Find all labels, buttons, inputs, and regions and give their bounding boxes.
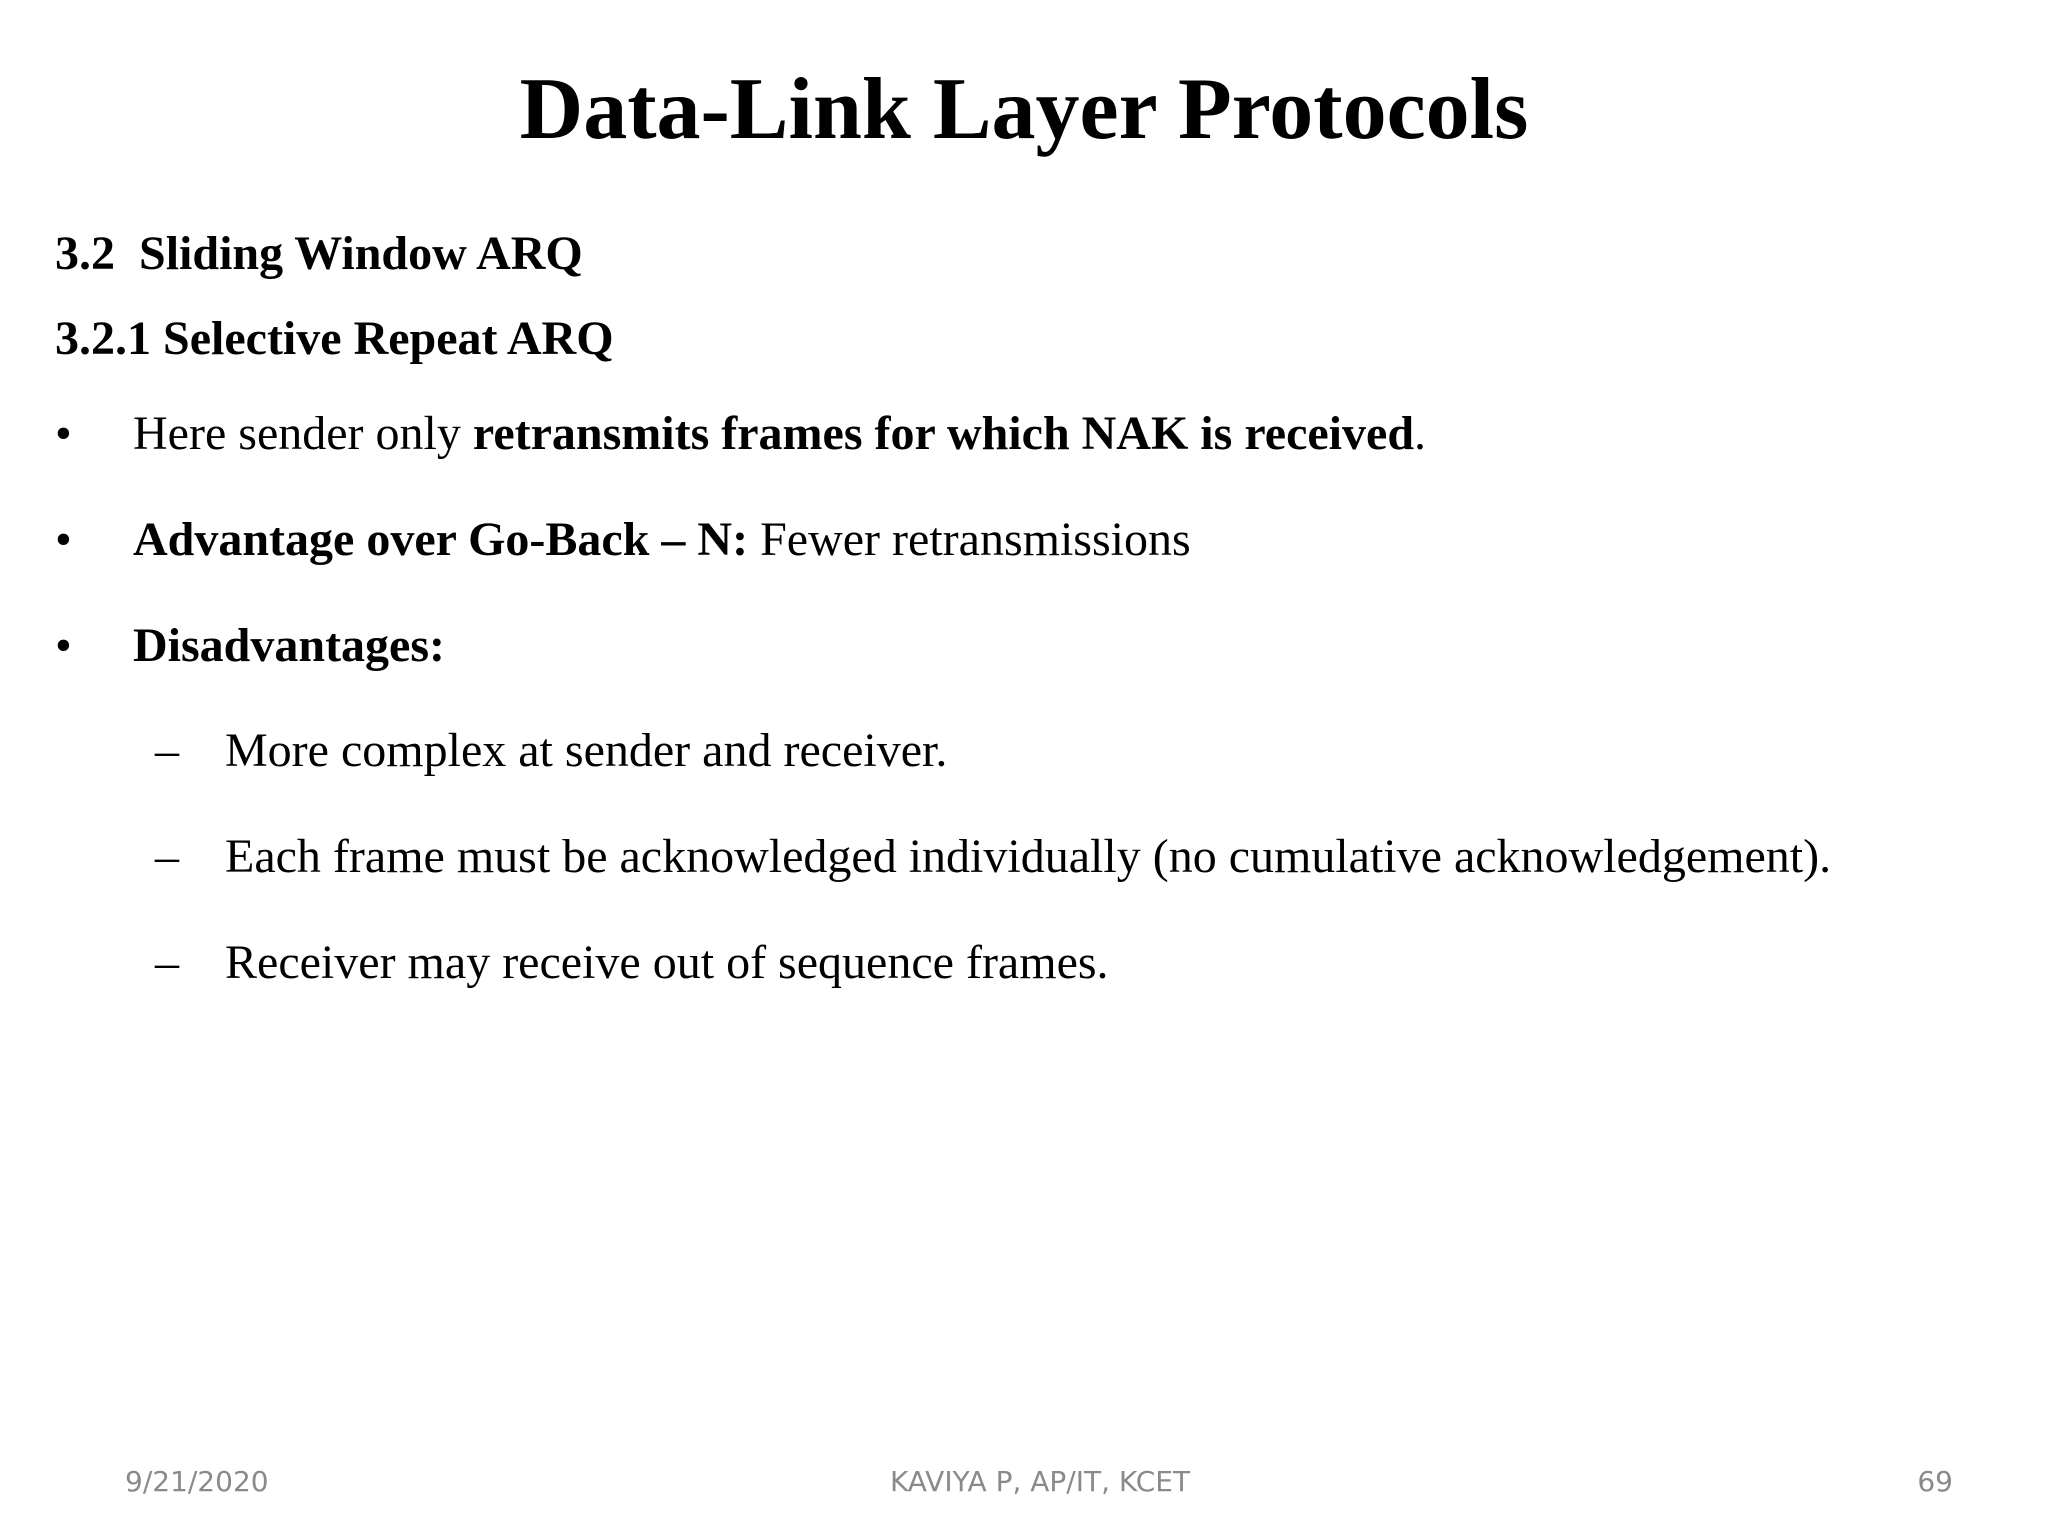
bullet-marker: •: [55, 513, 72, 566]
footer-page-number: 69: [1917, 1465, 1953, 1498]
sub-bullet-text: Each frame must be acknowledged individually (no cumulative acknowledgement).: [225, 830, 1832, 883]
sub-bullet-text: More complex at sender and receiver.: [225, 724, 948, 777]
bullet-marker: •: [55, 619, 72, 672]
footer-date: 9/21/2020: [125, 1465, 269, 1498]
section-heading: 3.2 Sliding Window ARQ: [55, 227, 583, 280]
bullet-text-bold: Disadvantages:: [133, 619, 446, 672]
footer-author: KAVIYA P, AP/IT, KCET: [889, 1465, 1191, 1498]
bullet-text: [133, 404, 1426, 464]
dash-marker: –: [155, 724, 179, 777]
bullet-text-bold: Advantage over Go-Back – N:: [133, 513, 749, 566]
bullet-text-post: Fewer retransmissions: [748, 513, 1191, 566]
slide-title: Data-Link Layer Protocols: [519, 61, 1529, 158]
bullet-text-post: .: [1414, 407, 1427, 460]
dash-marker: –: [155, 830, 179, 883]
bullet-text: [133, 616, 445, 676]
bullet-text-pre: Here sender only: [133, 407, 473, 460]
bullet-marker: •: [55, 407, 72, 460]
bullet-text: [133, 510, 1191, 570]
bullet-text-bold: retransmits frames for which NAK is received: [472, 407, 1415, 460]
sub-bullet-text: Receiver may receive out of sequence frames.: [225, 936, 1109, 989]
dash-marker: –: [155, 936, 179, 989]
subsection-heading: 3.2.1 Selective Repeat ARQ: [55, 312, 614, 365]
